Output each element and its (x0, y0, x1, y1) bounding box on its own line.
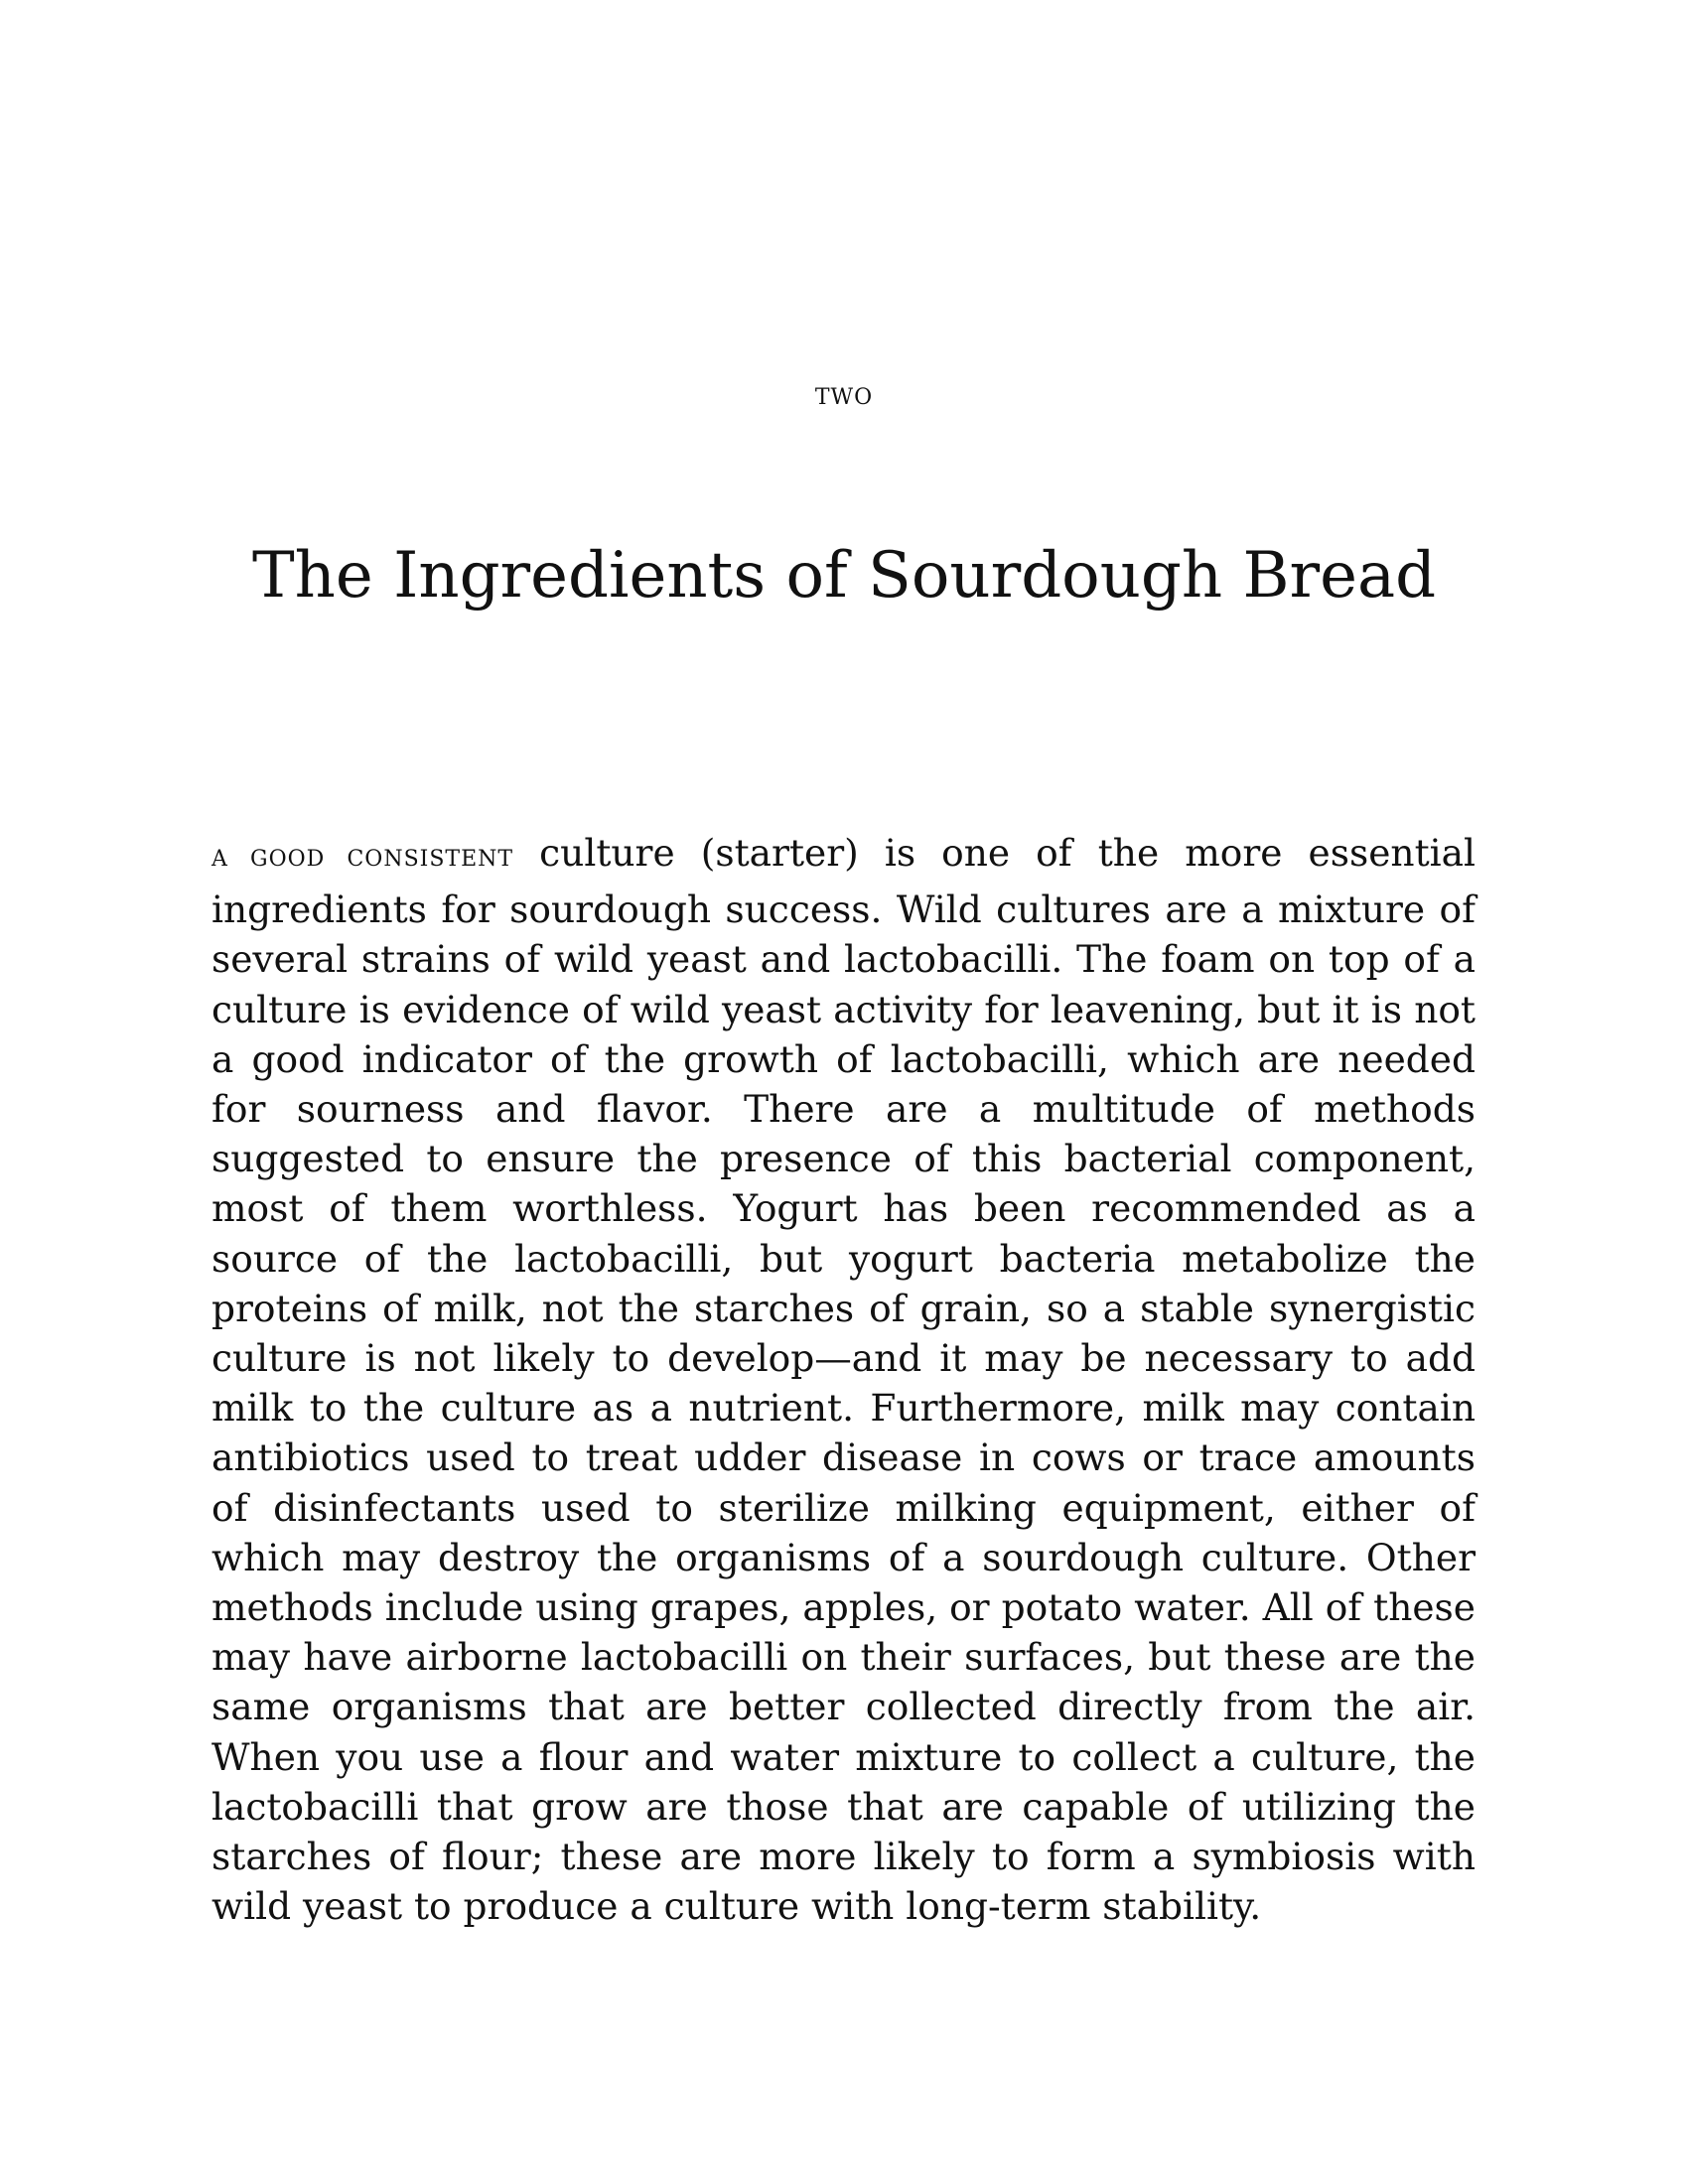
paragraph-lead-in: A GOOD CONSISTENT (211, 847, 514, 872)
body-paragraph (211, 828, 1476, 1931)
chapter-number: TWO (814, 385, 874, 410)
paragraph-text: culture (starter) is one of the more essential ingredients for sourdough success. Wild cultures are a mixture of several strains of wild yeast and lactobacilli. The foam on top of a culture is evidence of wild yeast activity for leavening, but it is not a good indicator of the growth of lactobacilli, which are needed for sourness and flavor. There are a multitude of methods suggested to ensure the presence of this bacterial component, most of them worthless. Yogurt has been recommended as a source of the lactobacilli, but yogurt bacteria metabolize the proteins of milk, not the starches of grain, so a stable synergistic culture is not likely to develop—and it may be necessary to add milk to the culture as a nutrient. Furthermore, milk may contain antibiotics used to treat udder disease in cows or trace amounts of disinfectants used to sterilize milking equipment, either of which may destroy the organisms of a sourdough culture. Other methods include using grapes, apples, or potato water. All of these may have airborne lactobacilli on their surfaces, but these are the same organisms that are better collected directly from the air. When you use a flour and water mixture to collect a culture, the lactobacilli that grow are those that are capable of utilizing the starches of flour; these are more likely to form a symbiosis with wild yeast to produce a culture with long-term stability. (211, 831, 1476, 1929)
chapter-title: The Ingredients of Sourdough Bread (251, 539, 1437, 613)
